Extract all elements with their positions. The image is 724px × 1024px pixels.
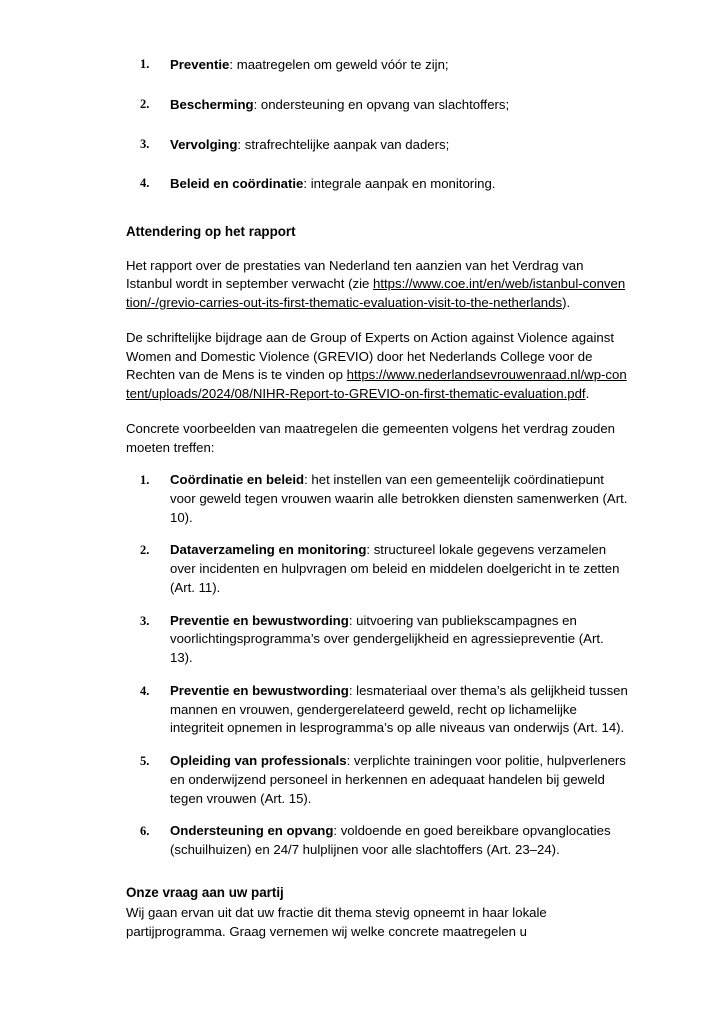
list-item-term: Ondersteuning en opvang xyxy=(170,823,334,839)
list-item-term: Preventie en bewustwording xyxy=(170,682,349,698)
list-item-text: : verplichte trainingen voor politie, hulpverleners en onderwijzend personeel in herkennen en adequaat handelen bij geweld tegen vrouwen (Art. 15). xyxy=(170,753,626,806)
list-item-term: Coördinatie en beleid xyxy=(170,472,305,488)
coe-grevio-link[interactable]: https://www.coe.int/en/web/istanbul-convention/-/grevio-carries-out-its-first-thematic-evaluation-visit-to-the-netherlands xyxy=(126,276,626,311)
list-item-text: : lesmateriaal over thema’s als gelijkheid tussen mannen en vrouwen, gendergerelateerd geweld, recht op lichamelijke integriteit opnemen in lesprogramma’s op alle niveaus van onderwijs (Art. 14). xyxy=(170,682,628,736)
paragraph-measures-intro: Concrete voorbeelden van maatregelen die gemeenten volgens het verdrag zouden moeten treffen: xyxy=(126,420,615,455)
list-marker: 1. xyxy=(140,473,150,488)
list-item xyxy=(126,682,628,738)
list-item xyxy=(126,96,628,114)
list-item-text: : uitvoering van publiekscampagnes en voorlichtingsprogramma’s over gendergelijkheid en agressiepreventie (Art. 13). xyxy=(170,612,604,666)
list-item-term: Preventie en bewustwording xyxy=(170,612,349,628)
list-item xyxy=(126,541,628,597)
paragraph-report-expected xyxy=(126,257,628,313)
paragraph-text-post: ). xyxy=(562,295,571,311)
list-marker: 6. xyxy=(140,824,150,839)
list-item xyxy=(126,136,628,154)
paragraph-text-pre: Het rapport over de prestaties van Nederland ten aanzien van het Verdrag van Istanbul wordt in september verwacht (zie xyxy=(126,257,584,292)
list-item-text: : maatregelen om geweld vóór te zijn; xyxy=(229,57,449,72)
list-item-text: : structureel lokale gegevens verzamelen over incidenten en hulpvragen om beleid en middelen doelgericht in te zetten (Art. 11). xyxy=(170,542,620,595)
list-item xyxy=(126,56,628,74)
list-marker: 1. xyxy=(140,57,150,71)
list-item-term: Preventie xyxy=(170,57,230,72)
list-item-term: Vervolging xyxy=(170,136,238,152)
list-item-term: Beleid en coördinatie xyxy=(170,176,304,192)
nihr-report-link[interactable]: https://www.nederlandsevrouwenraad.nl/wp-content/uploads/2024/08/NIHR-Report-to-GREVIO-on-first-thematic-evaluation.pdf xyxy=(126,367,627,402)
list-marker: 4. xyxy=(140,176,150,191)
list-item xyxy=(126,752,628,808)
list-marker: 3. xyxy=(140,613,150,628)
list-item-text: : ondersteuning en opvang van slachtoffers; xyxy=(253,96,510,112)
section-heading-report: Attendering op het rapport xyxy=(126,224,296,240)
paragraph-text-post: . xyxy=(585,386,590,402)
pillars-list xyxy=(126,56,628,193)
list-item-term: Opleiding van professionals xyxy=(170,753,347,769)
list-item xyxy=(126,471,628,527)
list-item-text: : strafrechtelijke aanpak van daders; xyxy=(237,136,450,152)
list-item-term: Bescherming xyxy=(170,96,254,112)
list-marker: 3. xyxy=(140,136,150,151)
list-item xyxy=(126,175,628,193)
list-item-text: : het instellen van een gemeentelijk coördinatiepunt voor geweld tegen vrouwen waarin alle betrokken diensten samenwerken (Art. 10). xyxy=(170,472,628,525)
list-item xyxy=(126,822,628,859)
paragraph-text-pre: De schriftelijke bijdrage aan de Group of Experts on Action against Violence against Women and Domestic Violence (GREVIO) door het Nederlands College voor de Rechten van de Mens is te vinden op xyxy=(126,329,614,383)
list-item-text: : integrale aanpak en monitoring. xyxy=(303,176,496,192)
list-item-text: : voldoende en goed bereikbare opvanglocaties (schuilhuizen) en 24/7 hulplijnen voor alle slachtoffers (Art. 23–24). xyxy=(170,823,611,858)
list-marker: 5. xyxy=(140,754,150,769)
list-marker: 4. xyxy=(140,683,150,698)
list-item xyxy=(126,612,628,668)
page-content xyxy=(126,56,628,941)
section-heading-question: Onze vraag aan uw partij xyxy=(126,884,284,900)
measures-list xyxy=(126,471,628,859)
paragraph-written-contribution xyxy=(126,329,628,404)
paragraph-closing: Wij gaan ervan uit dat uw fractie dit thema stevig opneemt in haar lokale partijprogramma. Graag vernemen wij welke concrete maatregelen u xyxy=(126,904,547,939)
list-marker: 2. xyxy=(140,543,150,558)
list-item-term: Dataverzameling en monitoring xyxy=(170,542,367,558)
list-marker: 2. xyxy=(140,96,150,111)
